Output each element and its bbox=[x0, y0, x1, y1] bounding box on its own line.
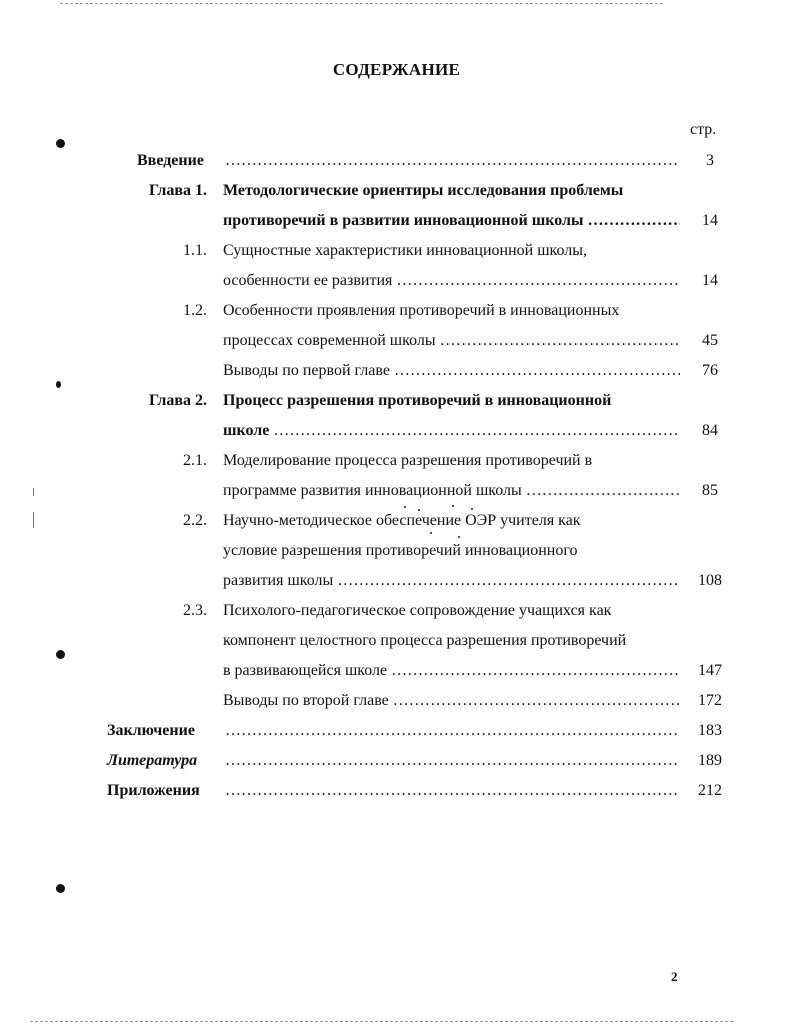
section-number: 2.3. bbox=[183, 602, 207, 619]
toc-leader-dots bbox=[225, 152, 680, 170]
toc-section-cont bbox=[0, 476, 793, 506]
conclusions-label: Выводы по второй главе ………………………………………………………………………………………………………………………………………………………… bbox=[223, 692, 680, 710]
toc-entry-literature bbox=[0, 746, 793, 776]
punch-hole-mark bbox=[56, 884, 65, 893]
section-number: 2.1. bbox=[183, 452, 207, 469]
toc-section-cont bbox=[0, 536, 793, 566]
conclusions-label: Выводы по первой главе ………………………………………………………………………………………………………………………………………………………… bbox=[223, 362, 680, 380]
scan-speck bbox=[404, 506, 406, 508]
section-number: 2.2. bbox=[183, 512, 207, 529]
toc-chapter-heading-cont bbox=[0, 206, 793, 236]
section-title-line: Психолого-педагогическое сопровождение учащихся как bbox=[223, 602, 612, 619]
toc-page: 3 bbox=[706, 152, 714, 169]
section-title-line: развития школы ………………………………………………………………………………………………………………………………………………………… bbox=[223, 572, 680, 590]
chapter-title-line: противоречий в развитии инновационной школы ………………………………………………………………………………………………………………………………………………………… bbox=[223, 212, 680, 230]
chapter-title-line: Процесс разрешения противоречий в инновационной bbox=[223, 392, 612, 409]
toc-page: 183 bbox=[698, 722, 722, 739]
toc-conclusions bbox=[0, 356, 793, 386]
scan-speck bbox=[430, 532, 432, 534]
toc-section bbox=[0, 236, 793, 266]
toc-page: 108 bbox=[698, 572, 722, 589]
toc-chapter-heading-cont bbox=[0, 416, 793, 446]
toc-label: Приложения bbox=[107, 782, 200, 799]
toc-label: Введение bbox=[137, 152, 204, 169]
toc-entry-introduction bbox=[0, 146, 793, 176]
page-column-label: стр. bbox=[690, 121, 717, 138]
toc-page: 14 bbox=[702, 272, 718, 289]
scan-edge-top bbox=[60, 3, 663, 4]
scan-speck bbox=[452, 505, 454, 507]
toc-section-cont bbox=[0, 566, 793, 596]
section-title-line: Моделирование процесса разрешения противоречий в bbox=[223, 452, 593, 469]
toc-section bbox=[0, 596, 793, 626]
chapter-title-line: Методологические ориентиры исследования проблемы bbox=[223, 182, 624, 199]
toc-page: 147 bbox=[698, 662, 722, 679]
toc-page: 212 bbox=[698, 782, 722, 799]
chapter-number: Глава 1. bbox=[149, 182, 207, 199]
section-title-line: в развивающейся школе ………………………………………………………………………………………………………………………………………………………… bbox=[223, 662, 680, 680]
toc-leader-dots bbox=[225, 782, 680, 800]
toc-section-cont bbox=[0, 266, 793, 296]
toc-label: Заключение bbox=[107, 722, 195, 739]
scan-speck bbox=[458, 536, 460, 538]
page-title: СОДЕРЖАНИЕ bbox=[332, 60, 461, 79]
toc-section bbox=[0, 296, 793, 326]
toc-section-cont bbox=[0, 656, 793, 686]
section-title-line: условие разрешения противоречий инновационного bbox=[223, 542, 578, 559]
section-number: 1.2. bbox=[183, 302, 207, 319]
toc-section bbox=[0, 446, 793, 476]
toc-label: Литература bbox=[107, 752, 198, 769]
toc-entry-conclusion bbox=[0, 716, 793, 746]
scan-speck bbox=[418, 509, 420, 511]
chapter-number: Глава 2. bbox=[149, 392, 207, 409]
section-title-line: компонент целостного процесса разрешения противоречий bbox=[223, 632, 627, 649]
section-title-line: Особенности проявления противоречий в инновационных bbox=[223, 302, 620, 319]
toc-page: 189 bbox=[698, 752, 722, 769]
toc-section-cont bbox=[0, 626, 793, 656]
toc-leader-dots bbox=[225, 752, 680, 770]
toc-leader-dots bbox=[225, 722, 680, 740]
scan-speck bbox=[471, 508, 473, 510]
toc-page: 14 bbox=[702, 212, 718, 229]
section-title-line: особенности ее развития ………………………………………………………………………………………………………………………………………………………… bbox=[223, 272, 680, 290]
toc-page: 172 bbox=[698, 692, 722, 709]
scan-edge-bottom bbox=[30, 1021, 733, 1022]
toc-section bbox=[0, 506, 793, 536]
toc-conclusions bbox=[0, 686, 793, 716]
section-number: 1.1. bbox=[183, 242, 207, 259]
toc-section-cont bbox=[0, 326, 793, 356]
toc-page: 84 bbox=[702, 422, 718, 439]
section-title-line: Научно-методическое обеспечение ОЭР учителя как bbox=[223, 512, 581, 529]
chapter-title-line: школе ………………………………………………………………………………………………………………………………………………………… bbox=[223, 422, 680, 440]
section-title-line: Сущностные характеристики инновационной школы, bbox=[223, 242, 588, 259]
page-number: 2 bbox=[671, 969, 678, 984]
toc-page: 85 bbox=[702, 482, 718, 499]
toc-entry-appendices bbox=[0, 776, 793, 806]
section-title-line: процессах современной школы ………………………………………………………………………………………………………………………………………………………… bbox=[223, 332, 680, 350]
toc-page: 45 bbox=[702, 332, 718, 349]
toc-chapter-heading bbox=[0, 386, 793, 416]
section-title-line: программе развития инновационной школы ………………………………………………………………………………………………………………………………………………………… bbox=[223, 482, 680, 500]
toc-chapter-heading bbox=[0, 176, 793, 206]
toc-page: 76 bbox=[702, 362, 718, 379]
